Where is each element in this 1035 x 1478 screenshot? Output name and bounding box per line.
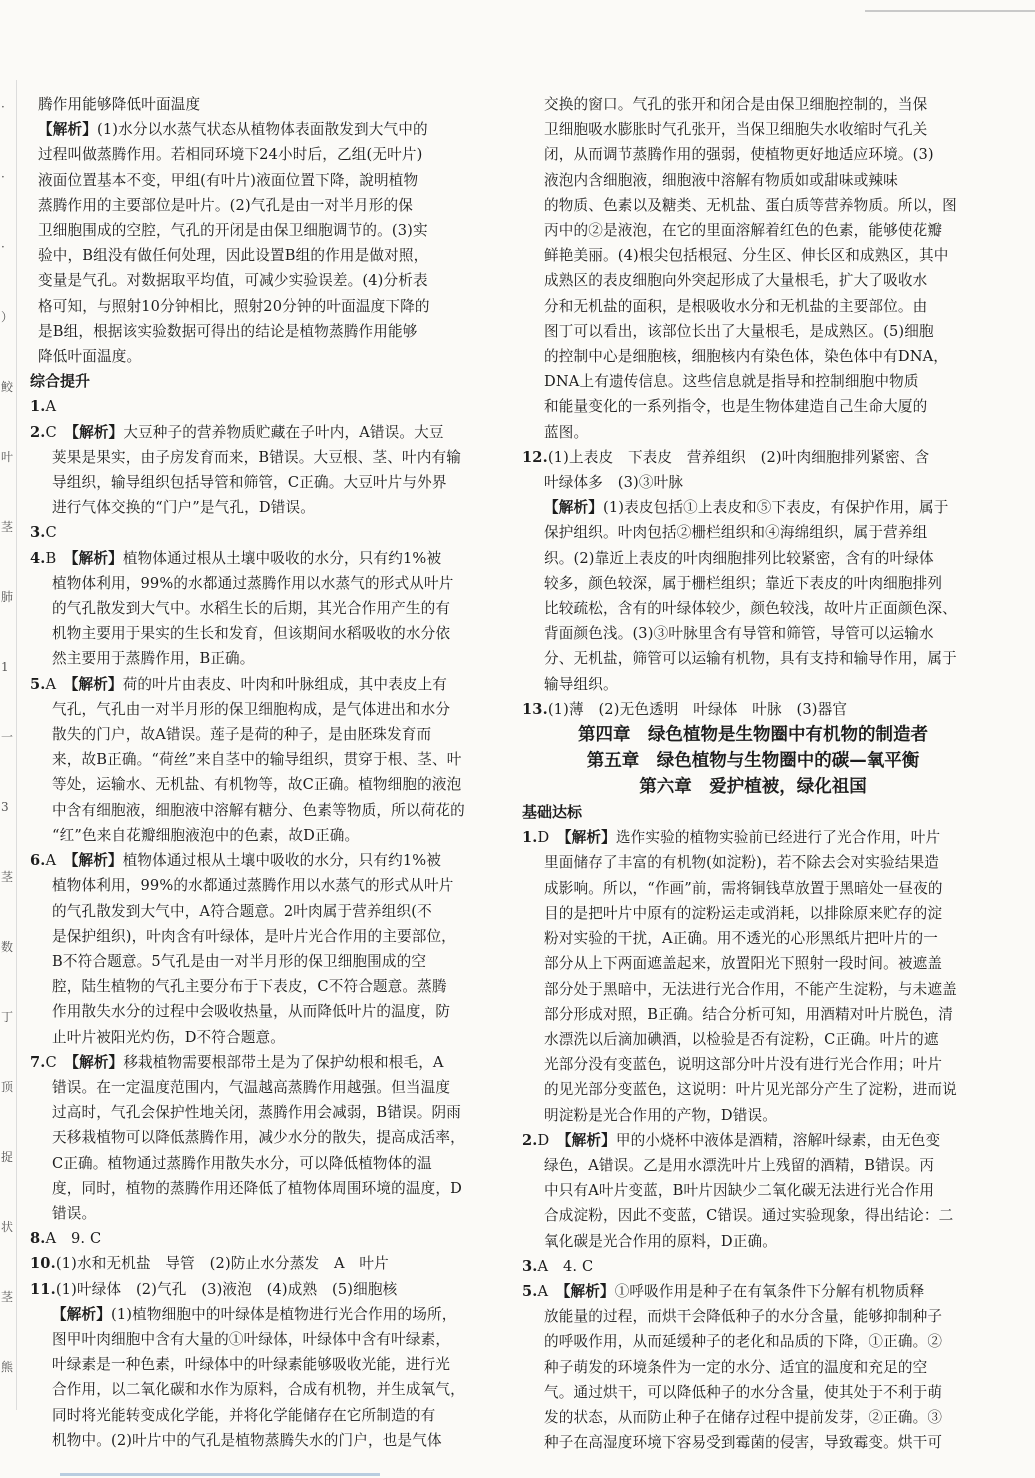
question-number: 10. [30, 1255, 56, 1273]
line-text: 部分从上下两面遮盖起来，放置阳光下照射一段时间。被遮盖 [544, 955, 943, 973]
line-text: 液面位置基本不变，甲组(有叶片)液面位置下降，說明植物 [38, 171, 419, 189]
text-line [30, 1377, 498, 1402]
line-text: 是B组，根据该实验数据可得出的结论是植物蒸腾作用能够 [38, 322, 418, 340]
question-number: 1. [522, 829, 538, 847]
line-text: 保护组织。叶肉包括②栅栏组织和④海绵组织，属于营养组 [544, 524, 928, 542]
text-line [30, 193, 498, 218]
text-line [522, 142, 984, 167]
line-text: 的控制中心是细胞核，细胞核内有染色体，染色体中有DNA， [544, 348, 949, 366]
analysis-text: 甲的小烧杯中液体是酒精，溶解叶绿素，由无色变 [615, 1131, 941, 1149]
section-heading: 基础达标 [522, 803, 583, 822]
line-text: 氧化碳是光合作用的原料，D正确。 [544, 1232, 778, 1250]
answer-text: C [45, 1053, 57, 1071]
text-line [30, 899, 498, 924]
line-text: 部分形成对照，B正确。结合分析可知，用酒精对叶片脱色，清 [544, 1005, 953, 1023]
text-line [522, 420, 984, 445]
line-text: 进行气体交换的“门户”是气孔，D错误。 [52, 499, 315, 517]
text-line [522, 596, 984, 621]
text-line [30, 999, 498, 1024]
text-line [30, 848, 498, 873]
line-text: 水漂洗以后滴加碘酒，以检验是否有淀粉，C正确。叶片的遮 [544, 1030, 939, 1048]
line-text: 图甲叶肉细胞中含有大量的①叶绿体，叶绿体中含有叶绿素， [52, 1330, 451, 1348]
answer-text: A 9. C [45, 1230, 102, 1248]
text-line [522, 344, 984, 369]
text-line [30, 1428, 498, 1453]
analysis-text: 荷的叶片由表皮、叶肉和叶脉组成，其中表皮上有 [122, 675, 448, 693]
text-line [522, 92, 984, 117]
question-number: 12. [522, 448, 548, 466]
question-number: 2. [522, 1131, 538, 1149]
text-line [522, 1052, 984, 1077]
text-line [522, 1355, 984, 1380]
line-text: 比较疏松，含有的叶绿体较少，颜色较浅，故叶片正面颜色深、 [544, 600, 957, 618]
text-line [30, 823, 498, 848]
line-text: 较多，颜色较深，属于栅栏组织；靠近下表皮的叶肉细胞排列 [544, 574, 943, 592]
answer-text: A [45, 852, 57, 870]
text-line [522, 1405, 984, 1430]
text-line [30, 1327, 498, 1352]
analysis-text: 植物体通过根从土壤中吸收的水分，只有约1%被 [122, 852, 442, 870]
line-text: 成影响。所以，“作画”前，需将铜钱草放置于黑暗处一昼夜的 [544, 879, 943, 897]
text-line [522, 571, 984, 596]
text-line [30, 672, 498, 697]
analysis-tag: 【解析】 [71, 549, 123, 567]
text-line [522, 117, 984, 142]
text-line [522, 1153, 984, 1178]
line-text: 输导组织。 [544, 675, 618, 693]
line-text: 放能量的过程，而烘干会降低种子的水分含量，能够抑制种子 [544, 1308, 943, 1326]
left-column [30, 92, 498, 1453]
line-text: 植物体利用，99%的水都通过蒸腾作用以水蒸气的形式从叶片 [52, 574, 454, 592]
line-text: 光部分没有变蓝色，说明这部分叶片没有进行光合作用；叶片 [544, 1056, 943, 1074]
answer-text: (1)薄 (2)无色透明 叶绿体 叶脉 (3)器官 [547, 700, 848, 718]
text-line [522, 1178, 984, 1203]
analysis-tag: 【解析】 [71, 423, 124, 441]
text-line [522, 1002, 984, 1027]
line-text: 交换的窗口。气孔的张开和闭合是由保卫细胞控制的，当保 [544, 96, 928, 113]
text-line [522, 697, 984, 722]
text-line [522, 218, 984, 243]
text-line [30, 798, 498, 823]
answer-text: A [45, 398, 57, 416]
line-text: 鲜艳美丽。(4)根尖包括根冠、分生区、伸长区和成熟区，其中 [544, 247, 949, 265]
text-line [30, 268, 498, 293]
line-text: 同时将光能转变成化学能，并将化学能储存在它所制造的有 [52, 1406, 436, 1424]
text-line [30, 117, 498, 142]
line-text: 叶绿素是一种色素，叶绿体中的叶绿素能够吸收光能，进行光 [52, 1356, 451, 1374]
line-text: 合作用，以二氧化碳和水作为原料，合成有机物，并生成氧气， [52, 1381, 465, 1399]
text-line [30, 1176, 498, 1201]
line-text: 目的是把叶片中原有的淀粉运走或消耗，以排除原来贮存的淀 [544, 904, 943, 922]
text-line [30, 470, 498, 495]
text-line [30, 319, 498, 344]
text-line [522, 621, 984, 646]
margin-char: · [1, 100, 5, 114]
margin-char: 顶 [1, 1080, 14, 1094]
text-line [30, 520, 498, 545]
margin-char: 茎 [1, 520, 14, 534]
text-line [522, 825, 984, 850]
text-line [522, 1203, 984, 1228]
line-text: (1)植物细胞中的叶绿体是植物进行光合作用的场所， [110, 1305, 457, 1323]
line-text: 度，同时，植物的蒸腾作用还降低了植物体周围环境的温度，D [52, 1179, 462, 1197]
margin-char: · [1, 170, 5, 184]
text-line [30, 1125, 498, 1150]
question-number: 8. [30, 1230, 46, 1248]
line-text: 气。通过烘干，可以降低种子的水分含量，使其处于不利于萌 [544, 1383, 943, 1401]
answer-text: (1)叶绿体 (2)气孔 (3)液泡 (4)成熟 (5)细胞核 [55, 1280, 398, 1298]
line-text: 的见光部分变蓝色，这说明：叶片见光部分产生了淀粉，进而说 [544, 1081, 957, 1099]
margin-char: 茎 [1, 870, 14, 884]
margin-char: · [1, 240, 5, 254]
text-line [30, 646, 498, 671]
text-line [522, 470, 984, 495]
line-text: 部分处于黑暗中，无法进行光合作用，不能产生淀粉，与未遮盖 [544, 980, 957, 998]
line-text: 植物体利用，99%的水都通过蒸腾作用以水蒸气的形式从叶片 [52, 877, 454, 895]
text-line [30, 168, 498, 193]
line-text: (1)表皮包括①上表皮和⑤下表皮，有保护作用，属于 [602, 499, 949, 517]
line-text: 机物中。(2)叶片中的气孔是植物蒸腾失水的门户，也是气体 [52, 1431, 442, 1449]
line-text: 发的状态，从而防止种子在储存过程中提前发芽，②正确。③ [544, 1408, 943, 1426]
question-number: 5. [30, 675, 46, 693]
text-line [30, 1403, 498, 1428]
line-text: 格可知，与照射10分钟相比，照射20分钟的叶面温度下降的 [38, 297, 430, 315]
margin-char: 鲛 [1, 380, 14, 394]
line-text: 液泡内含细胞液，细胞液中溶解有物质如或甜味或辣味 [544, 171, 898, 189]
margin-char: 茎 [1, 1290, 14, 1304]
question-number: 5. [522, 1282, 538, 1300]
text-line [522, 319, 984, 344]
answer-text: A [45, 675, 57, 693]
text-line [30, 1352, 498, 1377]
line-text: 分、无机盐，筛管可以运输有机物，具有支持和输导作用，属于 [544, 650, 957, 668]
line-text: 卫细胞围成的空腔，气孔的开闭是由保卫细胞调节的。(3)实 [38, 222, 428, 240]
analysis-tag: 【解析】 [71, 852, 123, 870]
line-text: 来，故B正确。“荷丝”来自茎中的输导组织，贯穿于根、茎、叶 [52, 751, 462, 769]
text-line [30, 873, 498, 898]
text-line [30, 974, 498, 999]
text-line [30, 1050, 498, 1075]
analysis-tag: 【解析】 [564, 1131, 616, 1149]
line-text: C正确。植物通过蒸腾作用散失水分，可以降低植物体的温 [52, 1154, 432, 1172]
text-line [522, 1229, 984, 1254]
line-text: 作用散失水分的过程中会吸收热量，从而降低叶片的温度，防 [52, 1003, 451, 1021]
text-line [522, 394, 984, 419]
text-line [522, 901, 984, 926]
analysis-tag: 【解析】 [563, 1282, 615, 1300]
chapter-title: 第五章 绿色植物与生物圈中的碳—氧平衡 [586, 751, 920, 772]
answer-text: D [537, 829, 550, 847]
line-text: 导组织，输导组织包括导管和筛管，C正确。大豆叶片与外界 [52, 474, 447, 492]
line-text: 天移栽植物可以降低蒸腾作用，减少水分的散失，提高成活率， [52, 1129, 465, 1147]
text-line [30, 546, 498, 571]
margin-char: 熊 [1, 1360, 14, 1374]
text-line [30, 621, 498, 646]
margin-char: 叶 [1, 450, 14, 464]
line-text: 卫细胞吸水膨胀时气孔张开，当保卫细胞失水收缩时气孔关 [544, 121, 928, 139]
text-line [522, 646, 984, 671]
line-text: 分和无机盐的面积，是根吸收水分和无机盐的主要部位。由 [544, 297, 928, 315]
text-line [30, 1201, 498, 1226]
line-text: 成熟区的表皮细胞向外突起形成了大量根毛，扩大了吸收水 [544, 272, 928, 290]
text-line [522, 294, 984, 319]
line-text: 的气孔散发到大气中。水稻生长的后期，其光合作用产生的有 [52, 600, 451, 618]
text-line [522, 672, 984, 697]
analysis-text: 移栽植物需要根部带土是为了保护幼根和根毛，A [123, 1053, 444, 1071]
text-line [30, 445, 498, 470]
line-text: 织。(2)靠近上表皮的叶肉细胞排列比较紧密，含有的叶绿体 [544, 549, 934, 567]
text-line [522, 369, 984, 394]
text-line [30, 1025, 498, 1050]
line-text: 降低叶面温度。 [38, 348, 142, 366]
line-text: 等处，运输水、无机盐、有机物等，故C正确。植物细胞的液泡 [52, 776, 462, 794]
line-text: 过程叫做蒸腾作用。若相同环境下24小时后，乙组(无叶片) [38, 146, 423, 164]
answer-text: (1)上表皮 下表皮 营养组织 (2)叶肉细胞排列紧密、含 [547, 448, 930, 466]
line-text: 绿色，A错误。乙是用水漂洗叶片上残留的酒精，B错误。丙 [544, 1156, 935, 1174]
text-line [522, 926, 984, 951]
text-line [522, 1430, 984, 1455]
line-text: 变量是气孔。对数据取平均值，可减少实验误差。(4)分析表 [38, 272, 428, 290]
text-line [522, 1380, 984, 1405]
bottom-rule [60, 1473, 380, 1476]
line-text: 丙中的②是液泡，在它的里面溶解着红色的色素，能够使花瓣 [544, 222, 943, 240]
text-line [522, 546, 984, 571]
line-text: 粉对实验的干扰，A正确。用不透光的心形黑纸片把叶片的一 [544, 930, 939, 948]
text-line [522, 1254, 984, 1279]
text-line [30, 218, 498, 243]
line-text: 错误。 [52, 1204, 97, 1222]
line-text: 明淀粉是光合作用的产物，D错误。 [544, 1106, 778, 1124]
text-line [522, 520, 984, 545]
line-text: 荚果是果实，由子房发育而来，B错误。大豆根、茎、叶内有输 [52, 448, 461, 466]
line-text: 止叶片被阳光灼伤，D不符合题意。 [52, 1028, 286, 1046]
text-line [30, 142, 498, 167]
text-line [30, 571, 498, 596]
line-text: 合成淀粉，因此不变蓝，C错误。通过实验现象，得出结论：二 [544, 1207, 954, 1225]
text-line [522, 850, 984, 875]
line-text: 种子萌发的环境条件为一定的水分、适宜的温度和充足的空 [544, 1358, 928, 1376]
question-number: 11. [30, 1280, 56, 1298]
chapter-title: 第六章 爱护植被，绿化祖国 [639, 777, 867, 798]
text-line [522, 1077, 984, 1102]
text-line [30, 772, 498, 797]
line-text: 闭，从而调节蒸腾作用的强弱，使植物更好地适应环境。(3) [544, 146, 934, 164]
line-text: 气孔，气孔由一对半月形的保卫细胞构成，是气体进出和水分 [52, 700, 451, 718]
text-line [522, 1329, 984, 1354]
text-line [522, 1128, 984, 1153]
question-number: 3. [30, 524, 46, 542]
margin-char: 状 [1, 1220, 14, 1234]
line-text: 腾作用能够降低叶面温度 [38, 96, 201, 113]
line-text: 的呼吸作用，从而延缓种子的老化和品质的下降，①正确。② [544, 1333, 943, 1351]
margin-char: 肺 [1, 590, 14, 604]
text-line [30, 344, 498, 369]
line-text: 中含有细胞液，细胞液中溶解有糖分、色素等物质，所以荷花的 [52, 801, 465, 819]
line-text: (1)水分以水蒸气状态从植物体表面散发到大气中的 [96, 121, 428, 139]
text-line [30, 697, 498, 722]
chapter-title: 第四章 绿色植物是生物圈中有机物的制造者 [578, 725, 928, 746]
line-text: 里面储存了丰富的有机物(如淀粉)，若不除去会对实验结果造 [544, 854, 940, 872]
margin-char: 丁 [1, 1010, 14, 1024]
text-line [522, 445, 984, 470]
question-number: 7. [30, 1053, 46, 1071]
question-number: 6. [30, 852, 46, 870]
analysis-tag: 【解析】 [52, 1305, 111, 1323]
line-text: 验中，B组没有做任何处理，因此设置B组的作用是做对照， [38, 247, 429, 265]
answer-text: C [45, 423, 57, 441]
analysis-tag: 【解析】 [564, 829, 616, 847]
margin-char: 一 [1, 730, 14, 744]
line-text: 和能量变化的一系列指令，也是生物体建造自己生命大厦的 [544, 398, 928, 416]
text-line [30, 243, 498, 268]
left-margin-strip [0, 80, 17, 1410]
line-text: DNA上有遗传信息。这些信息就是指导和控制细胞中物质 [544, 373, 919, 391]
answer-text: D [537, 1131, 550, 1149]
line-text: 机物主要用于果实的生长和发育，但该期间水稻吸收的水分依 [52, 625, 451, 643]
answer-text: B [45, 549, 57, 567]
question-number: 13. [522, 700, 548, 718]
analysis-text: 选作实验的植物实验前已经进行了光合作用，叶片 [615, 829, 941, 847]
answer-text: C [45, 524, 57, 542]
text-line [30, 747, 498, 772]
text-line [522, 951, 984, 976]
text-line [30, 1277, 498, 1302]
line-text: B不符合题意。5气孔是由一对半月形的保卫细胞围成的空 [52, 952, 427, 970]
answer-text: A [537, 1282, 549, 1300]
line-text: 错误。在一定温度范围内，气温越高蒸腾作用越强。但当温度 [52, 1078, 451, 1096]
question-number: 2. [30, 423, 46, 441]
text-line [30, 924, 498, 949]
text-line [30, 92, 498, 117]
analysis-tag: 【解析】 [38, 121, 97, 139]
answer-text: (1)水和无机盐 导管 (2)防止水分蒸发 A 叶片 [55, 1255, 389, 1273]
text-line [522, 193, 984, 218]
text-line [30, 420, 498, 445]
line-text: 图丁可以看出，该部位长出了大量根毛，是成熟区。(5)细胞 [544, 322, 934, 340]
text-line [522, 1027, 984, 1052]
question-number: 1. [30, 398, 46, 416]
line-text: 蓝图。 [544, 423, 589, 441]
line-text: 的物质、色素以及糖类、无机盐、蛋白质等营养物质。所以，图 [544, 196, 957, 214]
margin-char: 捉 [1, 1150, 14, 1164]
text-line [522, 977, 984, 1002]
text-line [30, 1151, 498, 1176]
text-line [30, 1226, 498, 1251]
line-text: 蒸腾作用的主要部位是叶片。(2)气孔是由一对半月形的保 [38, 196, 413, 214]
right-column [522, 92, 984, 1455]
text-line [30, 294, 498, 319]
text-line [522, 876, 984, 901]
text-line [522, 268, 984, 293]
text-line [522, 495, 984, 520]
line-text: 是保护组织)，叶肉含有叶绿体，是叶片光合作用的主要部位， [52, 927, 456, 945]
text-line [522, 168, 984, 193]
line-text: 背面颜色浅。(3)③叶脉里含有导管和筛管，导管可以运输水 [544, 625, 934, 643]
text-line [30, 596, 498, 621]
text-line [30, 495, 498, 520]
text-line [522, 243, 984, 268]
text-line [522, 1279, 984, 1304]
analysis-text: ①呼吸作用是种子在有氧条件下分解有机物质释 [614, 1282, 925, 1300]
text-line [30, 1075, 498, 1100]
text-line [522, 1103, 984, 1128]
line-text: 叶绿体多 (3)③叶脉 [544, 474, 684, 492]
analysis-text: 大豆种子的营养物质贮藏在子叶内，A错误。大豆 [123, 423, 444, 441]
line-text: 腔，陆生植物的气孔主要分布于下表皮，C不符合题意。蒸腾 [52, 978, 447, 996]
question-number: 3. [522, 1257, 538, 1275]
text-line [30, 722, 498, 747]
answer-text: A 4. C [537, 1257, 594, 1275]
text-line [30, 1100, 498, 1125]
margin-char: 数 [1, 940, 14, 954]
margin-char: 1 [1, 660, 9, 674]
analysis-tag: 【解析】 [71, 1053, 124, 1071]
margin-char: 3 [1, 800, 9, 814]
text-line [30, 1251, 498, 1276]
analysis-tag: 【解析】 [544, 499, 603, 517]
analysis-text: 植物体通过根从土壤中吸收的水分，只有约1%被 [122, 549, 442, 567]
line-text: 过高时，气孔会保护性地关闭，蒸腾作用会减弱，B错误。阴雨 [52, 1104, 461, 1122]
text-line [30, 394, 498, 419]
line-text: 中只有A叶片变蓝，B叶片因缺少二氧化碳无法进行光合作用 [544, 1182, 935, 1200]
margin-char: ） [1, 310, 14, 324]
text-line [522, 1304, 984, 1329]
line-text: “红”色来自花瓣细胞液泡中的色素，故D正确。 [52, 826, 360, 844]
analysis-tag: 【解析】 [71, 675, 123, 693]
line-text: 的气孔散发到大气中，A符合题意。2叶肉属于营养组织(不 [52, 902, 432, 920]
text-line [30, 949, 498, 974]
line-text: 种子在高湿度环境下容易受到霉菌的侵害，导致霉变。烘干可 [544, 1434, 943, 1452]
line-text: 散失的门户，故A错误。莲子是荷的种子，是由胚珠发育而 [52, 726, 432, 744]
question-number: 4. [30, 549, 46, 567]
line-text: 然主要用于蒸腾作用，B正确。 [52, 650, 255, 668]
top-rule [865, 10, 1035, 12]
section-heading: 综合提升 [30, 372, 91, 391]
text-line [30, 1302, 498, 1327]
